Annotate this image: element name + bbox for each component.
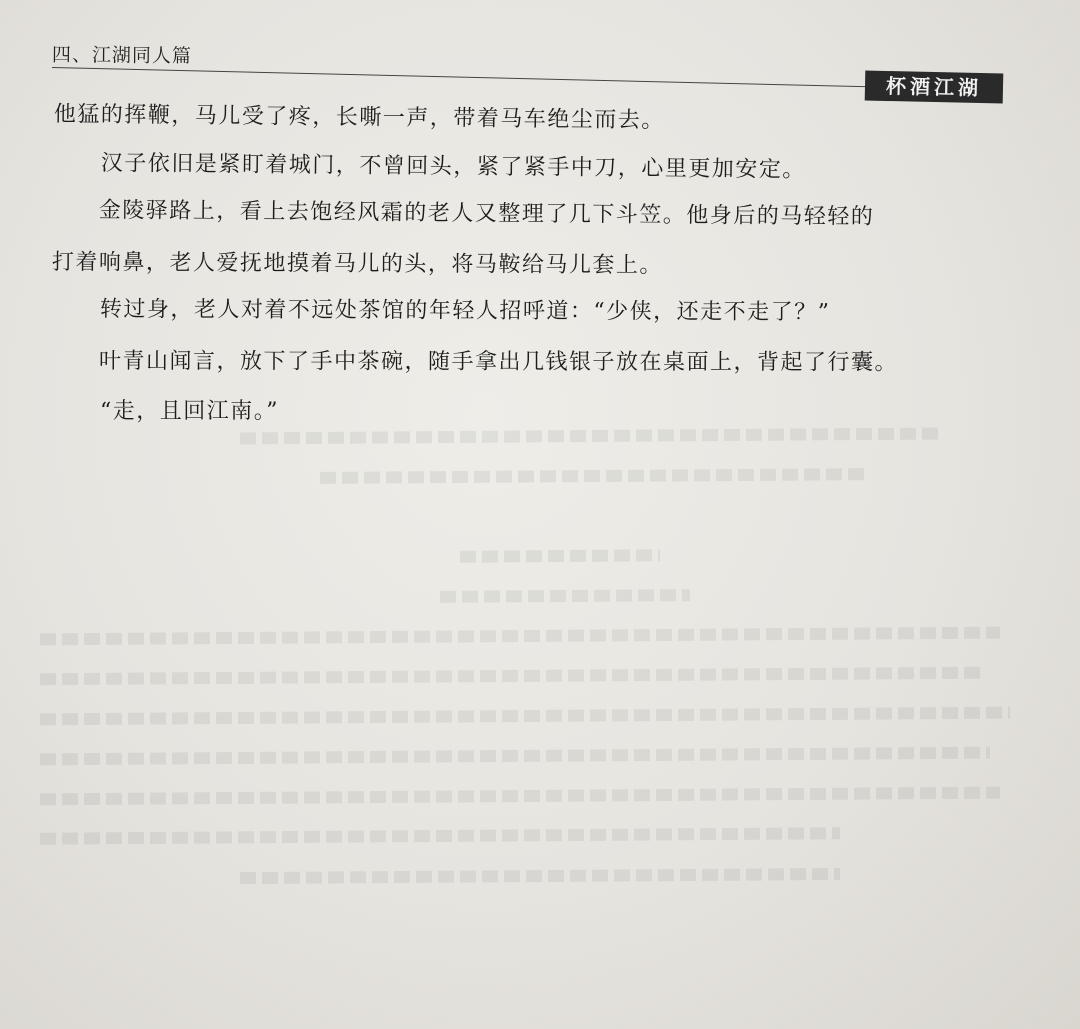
paragraph-line-6: 叶青山闻言，放下了手中茶碗，随手拿出几钱银子放在桌面上，背起了行囊。 [98, 349, 899, 376]
paragraph-line-3: 金陵驿路上，看上去饱经风霜的老人又整理了几下斗笠。他身后的马轻轻的 [98, 197, 875, 230]
book-title-badge: 杯酒江湖 [865, 71, 1004, 104]
section-header: 四、江湖同人篇 [51, 43, 192, 68]
paragraph-line-2: 汉子依旧是紧盯着城门，不曾回头，紧了紧手中刀，心里更加安定。 [100, 150, 806, 183]
paragraph-line-5: 转过身，老人对着不远处茶馆的年轻人招呼道：“少侠，还走不走了？” [99, 296, 831, 326]
paragraph-line-1: 他猛的挥鞭，马儿受了疼，长嘶一声，带着马车绝尘而去。 [53, 101, 665, 134]
paragraph-line-7: “走，且回江南。” [100, 399, 279, 424]
paragraph-line-4: 打着响鼻，老人爱抚地摸着马儿的头，将马鞍给马儿套上。 [51, 249, 663, 279]
